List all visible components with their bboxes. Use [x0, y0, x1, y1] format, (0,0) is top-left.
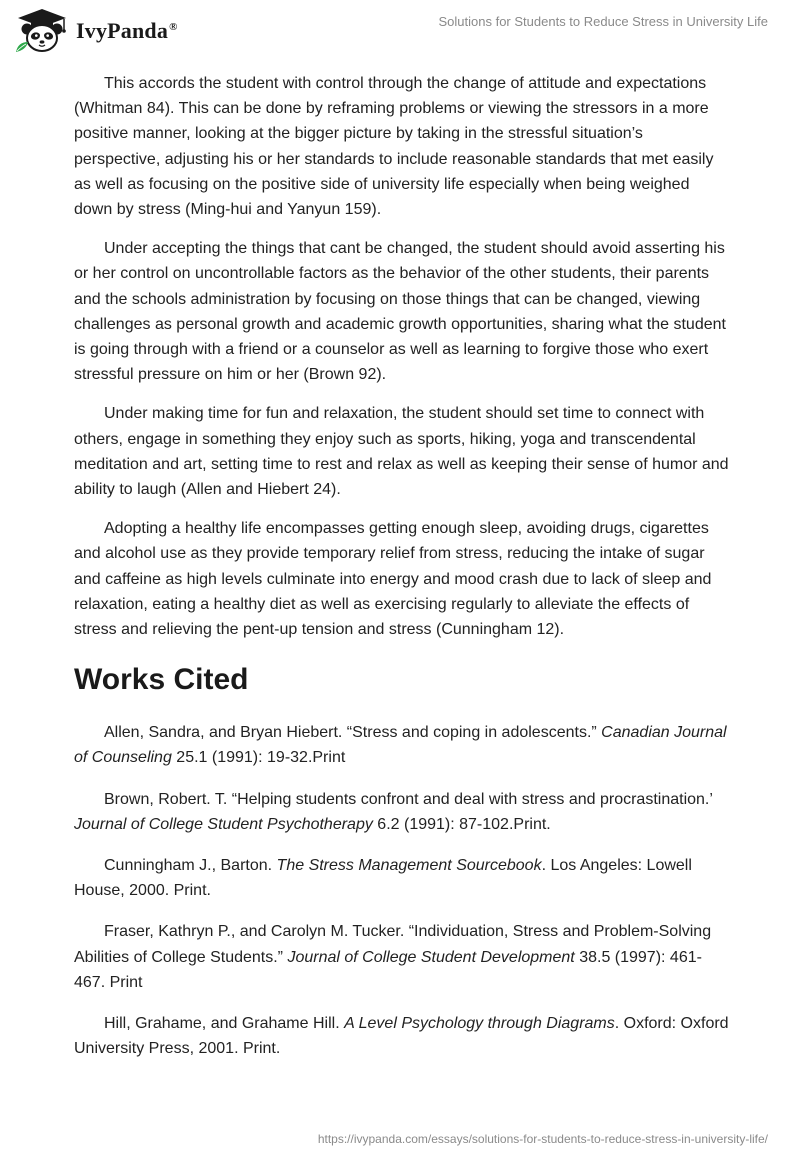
- body-paragraph: Adopting a healthy life encompasses getting enough sleep, avoiding drugs, cigarettes and alcohol use as they provide temporary relief from stress, reducing the intake of sugar and caffeine as high levels culminate into energy and mood crash due to lack of sleep and relaxation, eating a healthy diet as well as exercising regularly to alleviate the effects of stress and relieving the pent-up tension and stress (Cunningham 12).: [74, 520, 712, 639]
- citation-details: 25.1 (1991): 19-32.Print: [171, 749, 346, 767]
- document-title: Solutions for Students to Reduce Stress in University Life: [438, 14, 768, 29]
- ivypanda-logo[interactable]: [14, 8, 178, 54]
- body-paragraph: This accords the student with control through the change of attitude and expectations (Whitman 84). This can be done by reframing problems or viewing the stressors in a more positive manner, looking at the bigger picture by taking in the stressful situation’s perspective, adjusting his or her standards to include reasonable standards that met easily as well as focusing on the positive side of university life especially when being weighed down by stress (Ming-hui and Yanyun 159).: [74, 75, 714, 219]
- citation-entry: [74, 853, 730, 903]
- panda-logo-icon: [14, 8, 70, 54]
- citation-details: . Los Angeles: Lowell House, 2000. Print.: [74, 857, 692, 900]
- works-cited-heading: Works Cited: [74, 663, 249, 697]
- registered-mark: ®: [169, 20, 178, 33]
- citation-entry: [74, 720, 730, 770]
- citation-authors-title: Cunningham J., Barton.: [104, 857, 277, 875]
- citation-entry: [74, 787, 730, 837]
- logo-text: IvyPanda®: [76, 18, 178, 43]
- source-url-link[interactable]: https://ivypanda.com/essays/solutions-for-students-to-reduce-stress-in-university-life/: [317, 1132, 768, 1146]
- citation-entry: [74, 919, 730, 995]
- body-paragraph: Under making time for fun and relaxation, the student should set time to connect with others, engage in something they enjoy such as sports, hiking, yoga and transcendental meditation and art, setting time to rest and relax as well as keeping their sense of humor and ability to laugh (Allen and Hiebert 24).: [74, 405, 729, 499]
- essay-content: [74, 71, 730, 1078]
- page-header: [0, 0, 800, 70]
- citation-source-title: Canadian Journal of Counseling: [74, 724, 727, 767]
- citation-authors-title: Fraser, Kathryn P., and Carolyn M. Tucker. “Individuation, Stress and Problem-Solving Abilities of College Students.”: [74, 923, 712, 966]
- citation-authors-title: Brown, Robert. T. “Helping students confront and deal with stress and procrastination.’: [104, 790, 713, 808]
- citation-source-title: Journal of College Student Development: [287, 948, 575, 966]
- citation-details: . Oxford: Oxford University Press, 2001. Print.: [74, 1015, 729, 1058]
- citation-authors-title: Hill, Grahame, and Grahame Hill.: [104, 1015, 345, 1033]
- citation-source-title: A Level Psychology through Diagrams: [344, 1015, 615, 1033]
- body-paragraph: Under accepting the things that cant be changed, the student should avoid asserting his or her control on uncontrollable factors as the behavior of the other students, their parents and the schools administration by focusing on those things that can be changed, viewing challenges as personal growth and academic growth opportunities, sharing what the student is going through with a friend or a counselor as well as learning to forgive those who exert stressful pressure on him or her (Brown 92).: [74, 240, 726, 384]
- citation-source-title: Journal of College Student Psychotherapy: [74, 815, 373, 833]
- citation-details: 38.5 (1997): 461-467. Print: [74, 948, 702, 991]
- citation-authors-title: Allen, Sandra, and Bryan Hiebert. “Stress and coping in adolescents.”: [104, 724, 602, 742]
- citation-entry: [74, 1011, 730, 1061]
- citation-details: 6.2 (1991): 87-102.Print.: [372, 815, 551, 833]
- citation-source-title: The Stress Management Sourcebook: [276, 857, 542, 875]
